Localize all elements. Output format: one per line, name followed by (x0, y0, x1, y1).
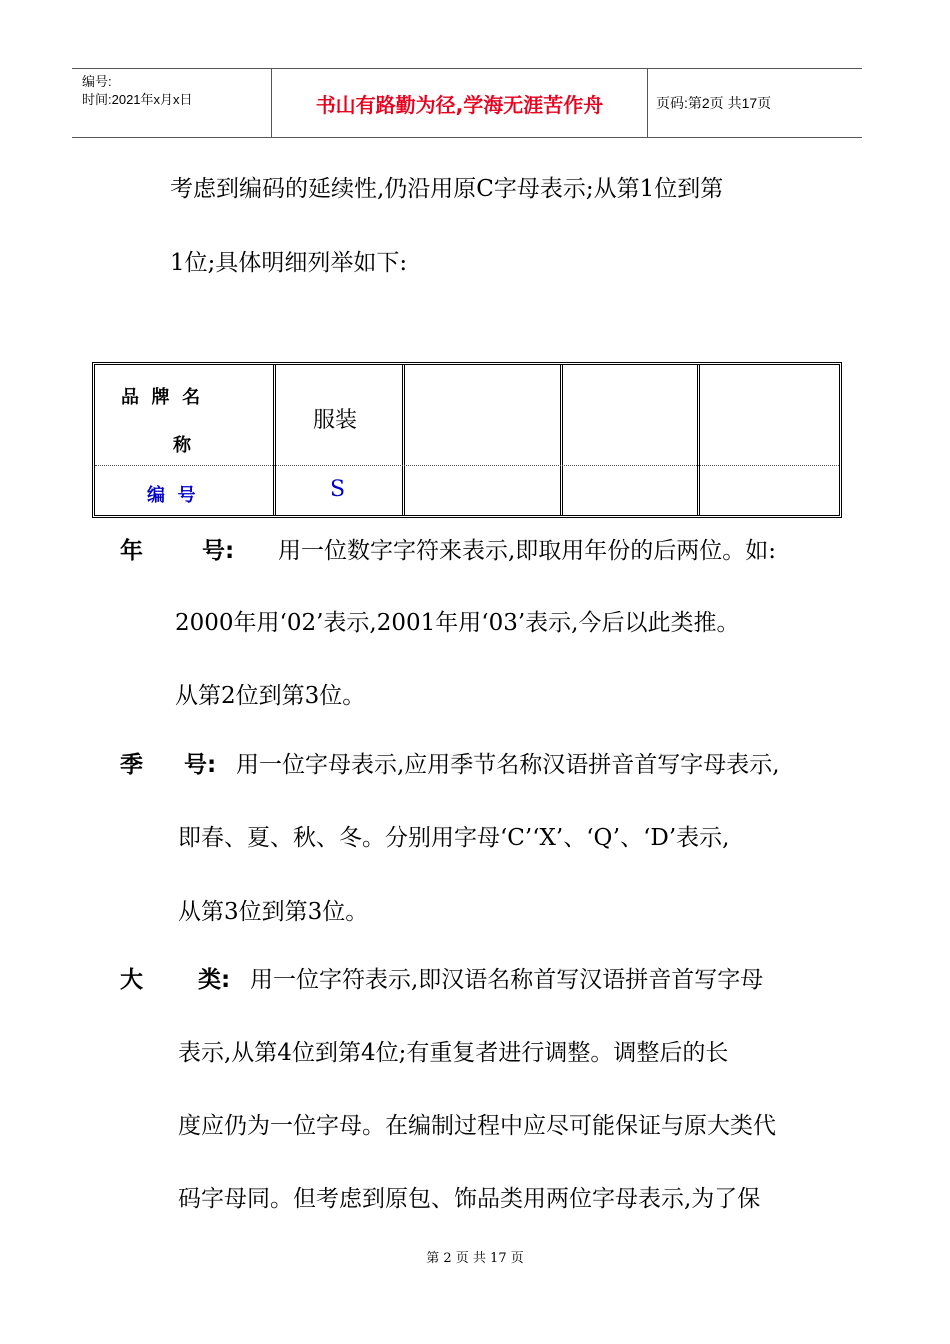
brand-name-label-2: 称 (173, 435, 191, 456)
table-row-divider (95, 465, 839, 466)
year-line-3: 从第2位到第3位。 (175, 683, 366, 709)
category-line-2: 表示,从第4位到第4位;有重复者进行调整。调整后的长 (178, 1040, 729, 1066)
year-label-b: 号: (202, 538, 235, 564)
year-line-1: 用一位数字字符来表示,即取用年份的后两位。如: (278, 538, 777, 564)
table-divider (560, 365, 563, 515)
intro-line-2: 1位;具体明细列举如下: (170, 250, 408, 276)
season-line-3: 从第3位到第3位。 (178, 899, 369, 925)
header-time-label: 时间:2021年x月x日 (82, 92, 193, 107)
category-label-b: 类: (198, 967, 231, 993)
intro-line-1: 考虑到编码的延续性,仍沿用原C字母表示;从第1位到第 (170, 176, 724, 202)
page-header (72, 68, 862, 138)
page-footer: 第 2 页 共 17 页 (426, 1251, 524, 1266)
category-line-3: 度应仍为一位字母。在编制过程中应尽可能保证与原大类代 (178, 1113, 776, 1139)
header-meta (72, 69, 272, 137)
code-label: 编 号 (147, 485, 196, 506)
year-label-a: 年 (120, 538, 143, 564)
category-label-a: 大 (120, 967, 143, 993)
category-line-1: 用一位字符表示,即汉语名称首写汉语拼音首写字母 (250, 967, 764, 993)
season-line-1: 用一位字母表示,应用季节名称汉语拼音首写字母表示, (236, 752, 780, 778)
season-label-b: 号: (184, 752, 217, 778)
brand-name-value: 服装 (313, 408, 358, 433)
brand-name-label-1: 品 牌 名 (121, 387, 201, 408)
category-line-4: 码字母同。但考虑到原包、饰品类用两位字母表示,为了保 (178, 1186, 761, 1212)
table-divider (697, 365, 700, 515)
season-line-2: 即春、夏、秋、冬。分别用字母‘C’‘X’、‘Q’、‘D’表示, (178, 825, 730, 851)
brand-code-table (92, 362, 842, 518)
table-divider (273, 365, 276, 515)
table-divider (402, 365, 405, 515)
code-value: S (330, 477, 346, 502)
season-label-a: 季 (120, 752, 143, 778)
header-motto: 书山有路勤为径,学海无涯苦作舟 (272, 69, 648, 137)
header-page-info: 页码:第2页 共17页 (656, 95, 772, 111)
header-number-label: 编号: (82, 74, 112, 89)
year-line-2: 2000年用‘02’表示,2001年用‘03’表示,今后以此类推。 (175, 610, 740, 636)
